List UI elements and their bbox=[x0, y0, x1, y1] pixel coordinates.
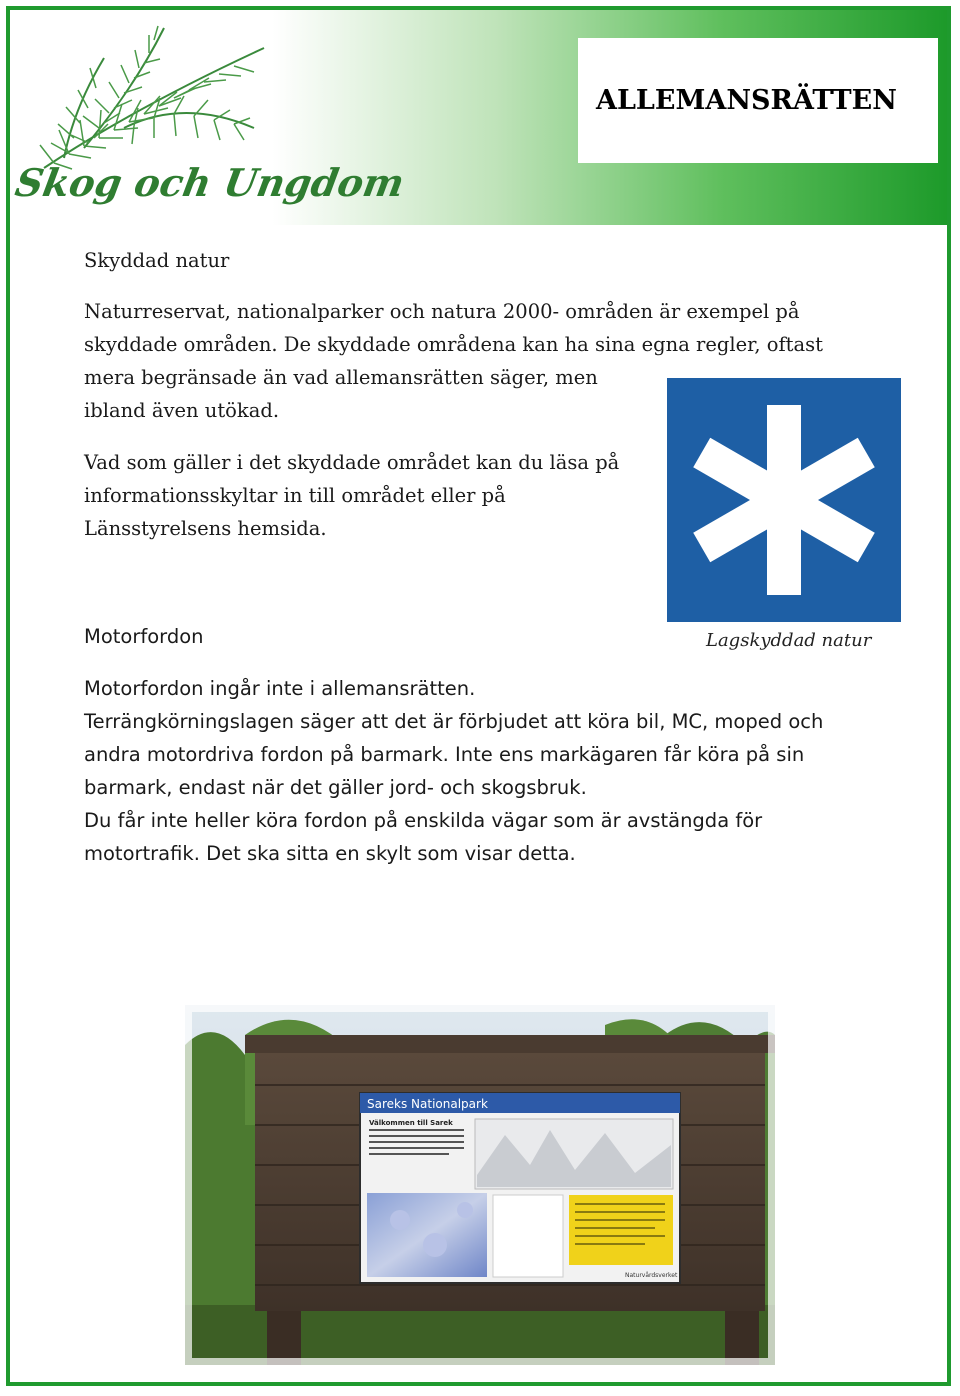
paragraph-line: skyddade områden. De skyddade områdena kan ha sina egna regler, oftast bbox=[84, 333, 823, 356]
logo-wordmark: Skog och Ungdom bbox=[12, 160, 408, 205]
paragraph-line: Terrängkörningslagen säger att det är förbjudet att köra bil, MC, moped och bbox=[84, 710, 824, 733]
snowflake-asterisk-icon bbox=[667, 378, 901, 622]
protected-nature-sign bbox=[667, 378, 901, 622]
paragraph-line: Du får inte heller köra fordon på enskilda vägar som är avstängda för bbox=[84, 809, 763, 832]
paragraph-line: Länsstyrelsens hemsida. bbox=[84, 517, 327, 540]
paragraph-line: barmark, endast när det gäller jord- och skogsbruk. bbox=[84, 776, 587, 799]
paragraph-line: Motorfordon ingår inte i allemansrätten. bbox=[84, 677, 476, 700]
paragraph-line: Vad som gäller i det skyddade området kan du läsa på bbox=[84, 451, 620, 474]
paragraph-line: Naturreservat, nationalparker och natura 2000- områden är exempel på bbox=[84, 300, 800, 323]
paragraph-line: motortrafik. Det ska sitta en skylt som visar detta. bbox=[84, 842, 576, 865]
info-board-photo bbox=[185, 1005, 775, 1365]
paragraph-line: ibland även utökad. bbox=[84, 399, 280, 422]
board-subtitle: Välkommen till Sarek bbox=[369, 1119, 453, 1127]
board-footer: Naturvårdsverket bbox=[625, 1272, 678, 1279]
paragraph-line: mera begränsade än vad allemansrätten säger, men bbox=[84, 366, 598, 389]
sign-caption: Lagskyddad natur bbox=[706, 630, 872, 651]
board-title: Sareks Nationalpark bbox=[367, 1097, 488, 1111]
paragraph-line: informationsskyltar in till området eller på bbox=[84, 484, 506, 507]
paragraph-line: andra motordriva fordon på barmark. Inte ens markägaren får köra på sin bbox=[84, 743, 805, 766]
section-heading-motor-vehicles: Motorfordon bbox=[84, 625, 204, 648]
page-title: ALLEMANSRÄTTEN bbox=[578, 38, 938, 163]
section-heading-protected-nature: Skyddad natur bbox=[84, 249, 230, 272]
